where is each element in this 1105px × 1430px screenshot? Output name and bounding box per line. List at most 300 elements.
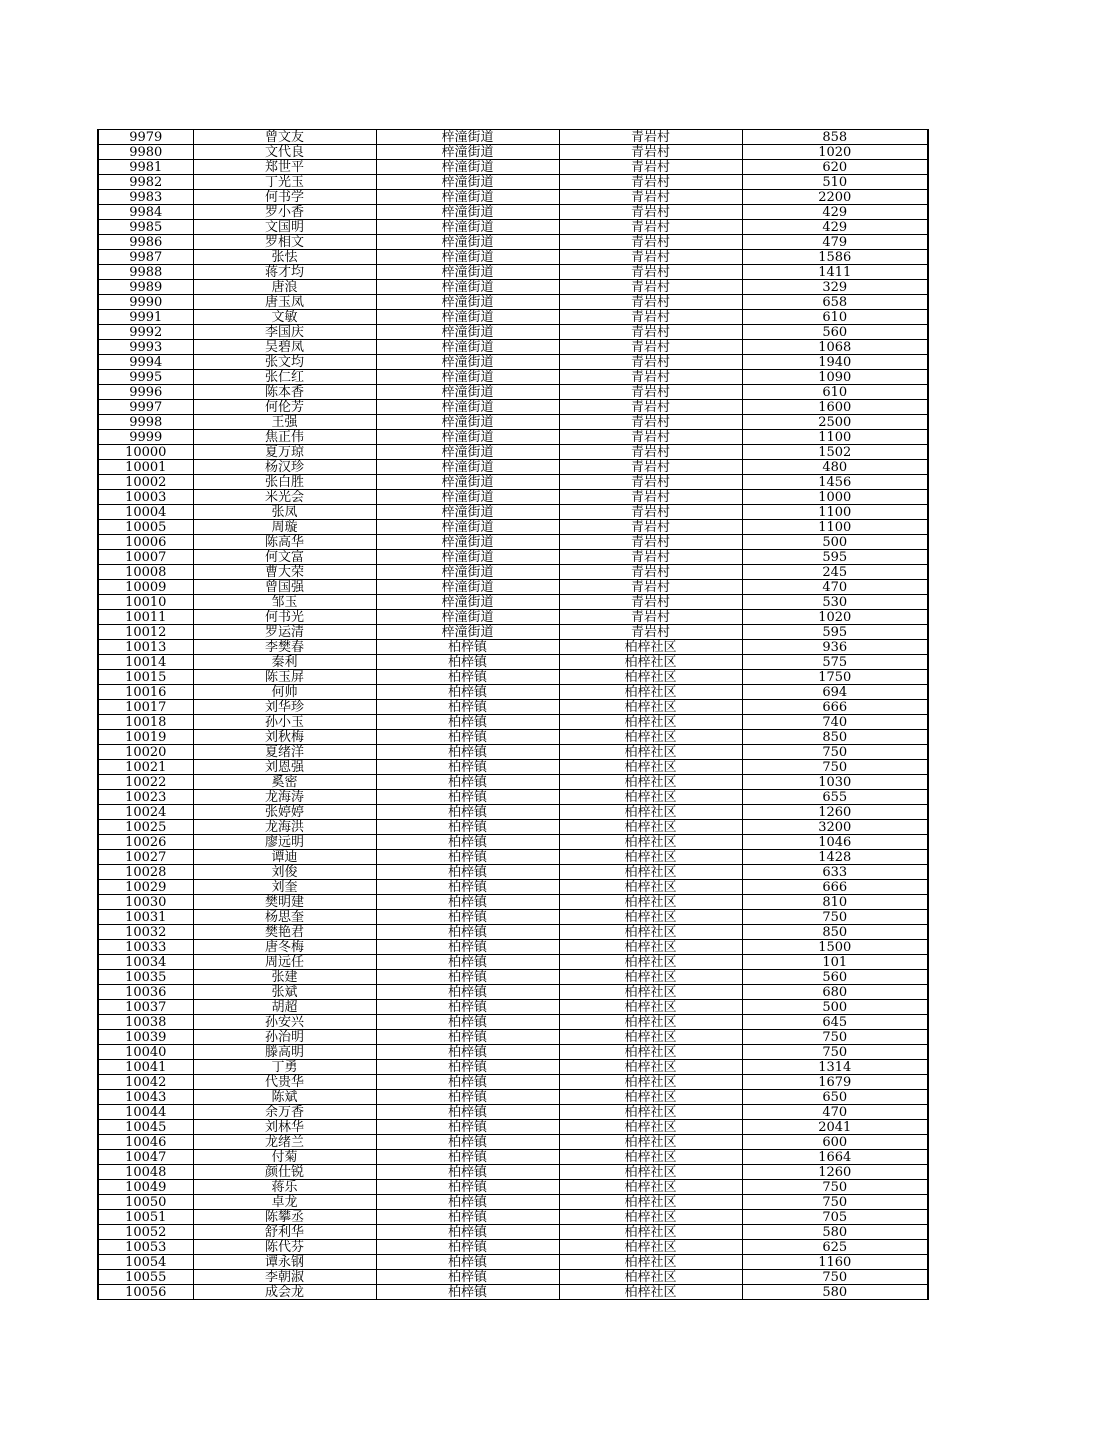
row-number-cell: 10020 <box>98 745 193 760</box>
amount-cell: 1500 <box>742 940 928 955</box>
name-cell: 余万香 <box>193 1105 376 1120</box>
name-cell: 奚密 <box>193 775 376 790</box>
name-cell: 曾国强 <box>193 580 376 595</box>
row-number-cell: 10028 <box>98 865 193 880</box>
table-row <box>98 415 928 430</box>
name-cell: 夏绪洋 <box>193 745 376 760</box>
community-cell: 柏梓社区 <box>559 1045 742 1060</box>
row-number-cell: 9992 <box>98 325 193 340</box>
amount-cell: 1664 <box>742 1150 928 1165</box>
row-number-cell: 10009 <box>98 580 193 595</box>
table-row <box>98 985 928 1000</box>
community-cell: 柏梓社区 <box>559 985 742 1000</box>
table-row <box>98 445 928 460</box>
amount-cell: 500 <box>742 1000 928 1015</box>
table-row <box>98 1090 928 1105</box>
street-cell: 柏梓镇 <box>376 1165 559 1180</box>
community-cell: 青岩村 <box>559 160 742 175</box>
community-cell: 柏梓社区 <box>559 820 742 835</box>
row-number-cell: 10051 <box>98 1210 193 1225</box>
name-cell: 胡超 <box>193 1000 376 1015</box>
table-row <box>98 400 928 415</box>
name-cell: 秦利 <box>193 655 376 670</box>
table-row <box>98 910 928 925</box>
table-row <box>98 1135 928 1150</box>
community-cell: 柏梓社区 <box>559 730 742 745</box>
row-number-cell: 10054 <box>98 1255 193 1270</box>
street-cell: 柏梓镇 <box>376 1135 559 1150</box>
street-cell: 梓潼街道 <box>376 340 559 355</box>
table-row <box>98 1030 928 1045</box>
amount-cell: 655 <box>742 790 928 805</box>
community-cell: 青岩村 <box>559 580 742 595</box>
name-cell: 焦正伟 <box>193 430 376 445</box>
table-row <box>98 295 928 310</box>
street-cell: 柏梓镇 <box>376 1105 559 1120</box>
street-cell: 柏梓镇 <box>376 685 559 700</box>
table-row <box>98 745 928 760</box>
community-cell: 柏梓社区 <box>559 1015 742 1030</box>
row-number-cell: 10049 <box>98 1180 193 1195</box>
amount-cell: 575 <box>742 655 928 670</box>
street-cell: 梓潼街道 <box>376 535 559 550</box>
amount-cell: 750 <box>742 745 928 760</box>
row-number-cell: 10046 <box>98 1135 193 1150</box>
community-cell: 青岩村 <box>559 565 742 580</box>
community-cell: 柏梓社区 <box>559 1165 742 1180</box>
amount-cell: 580 <box>742 1285 928 1300</box>
street-cell: 柏梓镇 <box>376 1000 559 1015</box>
name-cell: 丁光玉 <box>193 175 376 190</box>
name-cell: 何文富 <box>193 550 376 565</box>
row-number-cell: 10044 <box>98 1105 193 1120</box>
amount-cell: 510 <box>742 175 928 190</box>
table-row <box>98 640 928 655</box>
name-cell: 郑世平 <box>193 160 376 175</box>
table-row <box>98 895 928 910</box>
row-number-cell: 9981 <box>98 160 193 175</box>
row-number-cell: 10047 <box>98 1150 193 1165</box>
table-row <box>98 655 928 670</box>
name-cell: 邹玉 <box>193 595 376 610</box>
street-cell: 柏梓镇 <box>376 955 559 970</box>
street-cell: 梓潼街道 <box>376 295 559 310</box>
amount-cell: 2041 <box>742 1120 928 1135</box>
community-cell: 青岩村 <box>559 505 742 520</box>
amount-cell: 694 <box>742 685 928 700</box>
street-cell: 柏梓镇 <box>376 1195 559 1210</box>
street-cell: 柏梓镇 <box>376 865 559 880</box>
name-cell: 孙安兴 <box>193 1015 376 1030</box>
community-cell: 柏梓社区 <box>559 700 742 715</box>
name-cell: 张怯 <box>193 250 376 265</box>
name-cell: 樊艳君 <box>193 925 376 940</box>
community-cell: 青岩村 <box>559 415 742 430</box>
community-cell: 青岩村 <box>559 265 742 280</box>
table-row <box>98 790 928 805</box>
name-cell: 颜仕锐 <box>193 1165 376 1180</box>
amount-cell: 1260 <box>742 805 928 820</box>
row-number-cell: 10021 <box>98 760 193 775</box>
amount-cell: 1750 <box>742 670 928 685</box>
data-table <box>97 129 929 1300</box>
street-cell: 柏梓镇 <box>376 1240 559 1255</box>
community-cell: 青岩村 <box>559 430 742 445</box>
name-cell: 龙绪兰 <box>193 1135 376 1150</box>
table-row <box>98 1105 928 1120</box>
amount-cell: 595 <box>742 625 928 640</box>
table-row <box>98 430 928 445</box>
name-cell: 舒利华 <box>193 1225 376 1240</box>
name-cell: 杨汉珍 <box>193 460 376 475</box>
table-row <box>98 355 928 370</box>
table-row <box>98 130 928 145</box>
street-cell: 梓潼街道 <box>376 565 559 580</box>
name-cell: 孙小玉 <box>193 715 376 730</box>
row-number-cell: 9985 <box>98 220 193 235</box>
row-number-cell: 9995 <box>98 370 193 385</box>
table-body <box>98 130 928 1300</box>
name-cell: 李朝淑 <box>193 1270 376 1285</box>
street-cell: 柏梓镇 <box>376 940 559 955</box>
name-cell: 夏万琼 <box>193 445 376 460</box>
name-cell: 张婷婷 <box>193 805 376 820</box>
street-cell: 梓潼街道 <box>376 355 559 370</box>
street-cell: 梓潼街道 <box>376 385 559 400</box>
row-number-cell: 9993 <box>98 340 193 355</box>
community-cell: 柏梓社区 <box>559 685 742 700</box>
amount-cell: 429 <box>742 205 928 220</box>
table-row <box>98 850 928 865</box>
row-number-cell: 10052 <box>98 1225 193 1240</box>
amount-cell: 750 <box>742 760 928 775</box>
community-cell: 柏梓社区 <box>559 970 742 985</box>
community-cell: 青岩村 <box>559 280 742 295</box>
table-row <box>98 490 928 505</box>
street-cell: 柏梓镇 <box>376 1210 559 1225</box>
street-cell: 柏梓镇 <box>376 895 559 910</box>
amount-cell: 480 <box>742 460 928 475</box>
street-cell: 梓潼街道 <box>376 175 559 190</box>
community-cell: 柏梓社区 <box>559 1030 742 1045</box>
table-row <box>98 340 928 355</box>
community-cell: 青岩村 <box>559 175 742 190</box>
street-cell: 柏梓镇 <box>376 910 559 925</box>
name-cell: 杨思奎 <box>193 910 376 925</box>
street-cell: 柏梓镇 <box>376 790 559 805</box>
row-number-cell: 10001 <box>98 460 193 475</box>
name-cell: 刘俊 <box>193 865 376 880</box>
row-number-cell: 10022 <box>98 775 193 790</box>
amount-cell: 1020 <box>742 145 928 160</box>
street-cell: 柏梓镇 <box>376 1225 559 1240</box>
table-row <box>98 760 928 775</box>
community-cell: 柏梓社区 <box>559 640 742 655</box>
street-cell: 梓潼街道 <box>376 580 559 595</box>
name-cell: 罗小香 <box>193 205 376 220</box>
community-cell: 青岩村 <box>559 445 742 460</box>
name-cell: 谭永钢 <box>193 1255 376 1270</box>
name-cell: 付菊 <box>193 1150 376 1165</box>
amount-cell: 1456 <box>742 475 928 490</box>
street-cell: 柏梓镇 <box>376 820 559 835</box>
row-number-cell: 9980 <box>98 145 193 160</box>
name-cell: 陈本香 <box>193 385 376 400</box>
amount-cell: 610 <box>742 310 928 325</box>
community-cell: 柏梓社区 <box>559 670 742 685</box>
amount-cell: 1679 <box>742 1075 928 1090</box>
street-cell: 柏梓镇 <box>376 1270 559 1285</box>
amount-cell: 750 <box>742 910 928 925</box>
street-cell: 柏梓镇 <box>376 745 559 760</box>
table-row <box>98 460 928 475</box>
name-cell: 张文均 <box>193 355 376 370</box>
table-row <box>98 865 928 880</box>
street-cell: 柏梓镇 <box>376 760 559 775</box>
street-cell: 梓潼街道 <box>376 325 559 340</box>
amount-cell: 1000 <box>742 490 928 505</box>
table-row <box>98 505 928 520</box>
community-cell: 柏梓社区 <box>559 1150 742 1165</box>
amount-cell: 1160 <box>742 1255 928 1270</box>
street-cell: 柏梓镇 <box>376 715 559 730</box>
name-cell: 罗相文 <box>193 235 376 250</box>
community-cell: 柏梓社区 <box>559 955 742 970</box>
name-cell: 唐浪 <box>193 280 376 295</box>
community-cell: 柏梓社区 <box>559 1105 742 1120</box>
name-cell: 张建 <box>193 970 376 985</box>
community-cell: 柏梓社区 <box>559 850 742 865</box>
table-row <box>98 160 928 175</box>
amount-cell: 680 <box>742 985 928 1000</box>
table-row <box>98 250 928 265</box>
table-row <box>98 580 928 595</box>
row-number-cell: 10039 <box>98 1030 193 1045</box>
community-cell: 柏梓社区 <box>559 1255 742 1270</box>
name-cell: 代贵华 <box>193 1075 376 1090</box>
amount-cell: 2200 <box>742 190 928 205</box>
street-cell: 梓潼街道 <box>376 370 559 385</box>
amount-cell: 740 <box>742 715 928 730</box>
row-number-cell: 9989 <box>98 280 193 295</box>
row-number-cell: 10040 <box>98 1045 193 1060</box>
community-cell: 青岩村 <box>559 295 742 310</box>
name-cell: 张斌 <box>193 985 376 1000</box>
street-cell: 梓潼街道 <box>376 190 559 205</box>
table-row <box>98 535 928 550</box>
community-cell: 柏梓社区 <box>559 1225 742 1240</box>
community-cell: 柏梓社区 <box>559 805 742 820</box>
community-cell: 青岩村 <box>559 625 742 640</box>
name-cell: 孙治明 <box>193 1030 376 1045</box>
amount-cell: 1100 <box>742 520 928 535</box>
row-number-cell: 10003 <box>98 490 193 505</box>
name-cell: 米光会 <box>193 490 376 505</box>
table-row <box>98 610 928 625</box>
amount-cell: 479 <box>742 235 928 250</box>
row-number-cell: 10006 <box>98 535 193 550</box>
amount-cell: 666 <box>742 880 928 895</box>
row-number-cell: 9997 <box>98 400 193 415</box>
name-cell: 唐玉凤 <box>193 295 376 310</box>
street-cell: 梓潼街道 <box>376 415 559 430</box>
street-cell: 柏梓镇 <box>376 655 559 670</box>
row-number-cell: 10024 <box>98 805 193 820</box>
name-cell: 吴碧凤 <box>193 340 376 355</box>
amount-cell: 850 <box>742 925 928 940</box>
row-number-cell: 10000 <box>98 445 193 460</box>
row-number-cell: 10017 <box>98 700 193 715</box>
row-number-cell: 10019 <box>98 730 193 745</box>
name-cell: 文国明 <box>193 220 376 235</box>
table-row <box>98 1015 928 1030</box>
community-cell: 柏梓社区 <box>559 1135 742 1150</box>
name-cell: 文代良 <box>193 145 376 160</box>
street-cell: 梓潼街道 <box>376 550 559 565</box>
name-cell: 张凤 <box>193 505 376 520</box>
amount-cell: 750 <box>742 1180 928 1195</box>
name-cell: 周璇 <box>193 520 376 535</box>
row-number-cell: 10023 <box>98 790 193 805</box>
community-cell: 青岩村 <box>559 190 742 205</box>
community-cell: 柏梓社区 <box>559 925 742 940</box>
row-number-cell: 9982 <box>98 175 193 190</box>
amount-cell: 1100 <box>742 505 928 520</box>
community-cell: 柏梓社区 <box>559 1210 742 1225</box>
street-cell: 柏梓镇 <box>376 1075 559 1090</box>
table-row <box>98 730 928 745</box>
amount-cell: 1068 <box>742 340 928 355</box>
row-number-cell: 10025 <box>98 820 193 835</box>
street-cell: 柏梓镇 <box>376 1150 559 1165</box>
table-row <box>98 595 928 610</box>
name-cell: 谭迪 <box>193 850 376 865</box>
name-cell: 陈斌 <box>193 1090 376 1105</box>
row-number-cell: 9984 <box>98 205 193 220</box>
community-cell: 青岩村 <box>559 475 742 490</box>
table-row <box>98 1255 928 1270</box>
name-cell: 陈高华 <box>193 535 376 550</box>
street-cell: 柏梓镇 <box>376 1015 559 1030</box>
name-cell: 陈代芬 <box>193 1240 376 1255</box>
row-number-cell: 10011 <box>98 610 193 625</box>
amount-cell: 500 <box>742 535 928 550</box>
table-row <box>98 1060 928 1075</box>
table-row <box>98 265 928 280</box>
amount-cell: 560 <box>742 970 928 985</box>
table-row <box>98 220 928 235</box>
street-cell: 柏梓镇 <box>376 1030 559 1045</box>
name-cell: 文敏 <box>193 310 376 325</box>
amount-cell: 580 <box>742 1225 928 1240</box>
row-number-cell: 10018 <box>98 715 193 730</box>
table-row <box>98 625 928 640</box>
row-number-cell: 10055 <box>98 1270 193 1285</box>
table-row <box>98 775 928 790</box>
community-cell: 青岩村 <box>559 220 742 235</box>
row-number-cell: 9999 <box>98 430 193 445</box>
name-cell: 何伦芳 <box>193 400 376 415</box>
row-number-cell: 9994 <box>98 355 193 370</box>
community-cell: 青岩村 <box>559 250 742 265</box>
name-cell: 龙海洪 <box>193 820 376 835</box>
name-cell: 李樊春 <box>193 640 376 655</box>
row-number-cell: 10038 <box>98 1015 193 1030</box>
amount-cell: 750 <box>742 1030 928 1045</box>
table-row <box>98 235 928 250</box>
row-number-cell: 10056 <box>98 1285 193 1300</box>
table-row <box>98 1270 928 1285</box>
amount-cell: 620 <box>742 160 928 175</box>
name-cell: 滕高明 <box>193 1045 376 1060</box>
street-cell: 柏梓镇 <box>376 1255 559 1270</box>
row-number-cell: 10033 <box>98 940 193 955</box>
street-cell: 梓潼街道 <box>376 220 559 235</box>
row-number-cell: 10043 <box>98 1090 193 1105</box>
amount-cell: 610 <box>742 385 928 400</box>
table-row <box>98 175 928 190</box>
street-cell: 柏梓镇 <box>376 640 559 655</box>
name-cell: 曹大荣 <box>193 565 376 580</box>
row-number-cell: 10041 <box>98 1060 193 1075</box>
community-cell: 青岩村 <box>559 310 742 325</box>
table-row <box>98 1150 928 1165</box>
row-number-cell: 10036 <box>98 985 193 1000</box>
row-number-cell: 9979 <box>98 130 193 145</box>
name-cell: 王强 <box>193 415 376 430</box>
table-row <box>98 565 928 580</box>
row-number-cell: 10008 <box>98 565 193 580</box>
street-cell: 柏梓镇 <box>376 925 559 940</box>
table-row <box>98 310 928 325</box>
table-row <box>98 1045 928 1060</box>
table-row <box>98 1075 928 1090</box>
table-row <box>98 820 928 835</box>
street-cell: 梓潼街道 <box>376 445 559 460</box>
community-cell: 青岩村 <box>559 340 742 355</box>
amount-cell: 560 <box>742 325 928 340</box>
street-cell: 梓潼街道 <box>376 280 559 295</box>
table-row <box>98 1120 928 1135</box>
amount-cell: 1030 <box>742 775 928 790</box>
name-cell: 成会龙 <box>193 1285 376 1300</box>
community-cell: 青岩村 <box>559 610 742 625</box>
street-cell: 梓潼街道 <box>376 505 559 520</box>
table-row <box>98 805 928 820</box>
amount-cell: 329 <box>742 280 928 295</box>
name-cell: 周远任 <box>193 955 376 970</box>
table-row <box>98 1285 928 1300</box>
community-cell: 柏梓社区 <box>559 775 742 790</box>
name-cell: 陈玉屏 <box>193 670 376 685</box>
street-cell: 梓潼街道 <box>376 160 559 175</box>
community-cell: 柏梓社区 <box>559 910 742 925</box>
row-number-cell: 10027 <box>98 850 193 865</box>
row-number-cell: 10014 <box>98 655 193 670</box>
table-row <box>98 520 928 535</box>
amount-cell: 750 <box>742 1270 928 1285</box>
amount-cell: 245 <box>742 565 928 580</box>
amount-cell: 850 <box>742 730 928 745</box>
street-cell: 梓潼街道 <box>376 400 559 415</box>
amount-cell: 658 <box>742 295 928 310</box>
community-cell: 青岩村 <box>559 490 742 505</box>
community-cell: 青岩村 <box>559 130 742 145</box>
row-number-cell: 10005 <box>98 520 193 535</box>
row-number-cell: 10037 <box>98 1000 193 1015</box>
community-cell: 柏梓社区 <box>559 760 742 775</box>
row-number-cell: 10007 <box>98 550 193 565</box>
